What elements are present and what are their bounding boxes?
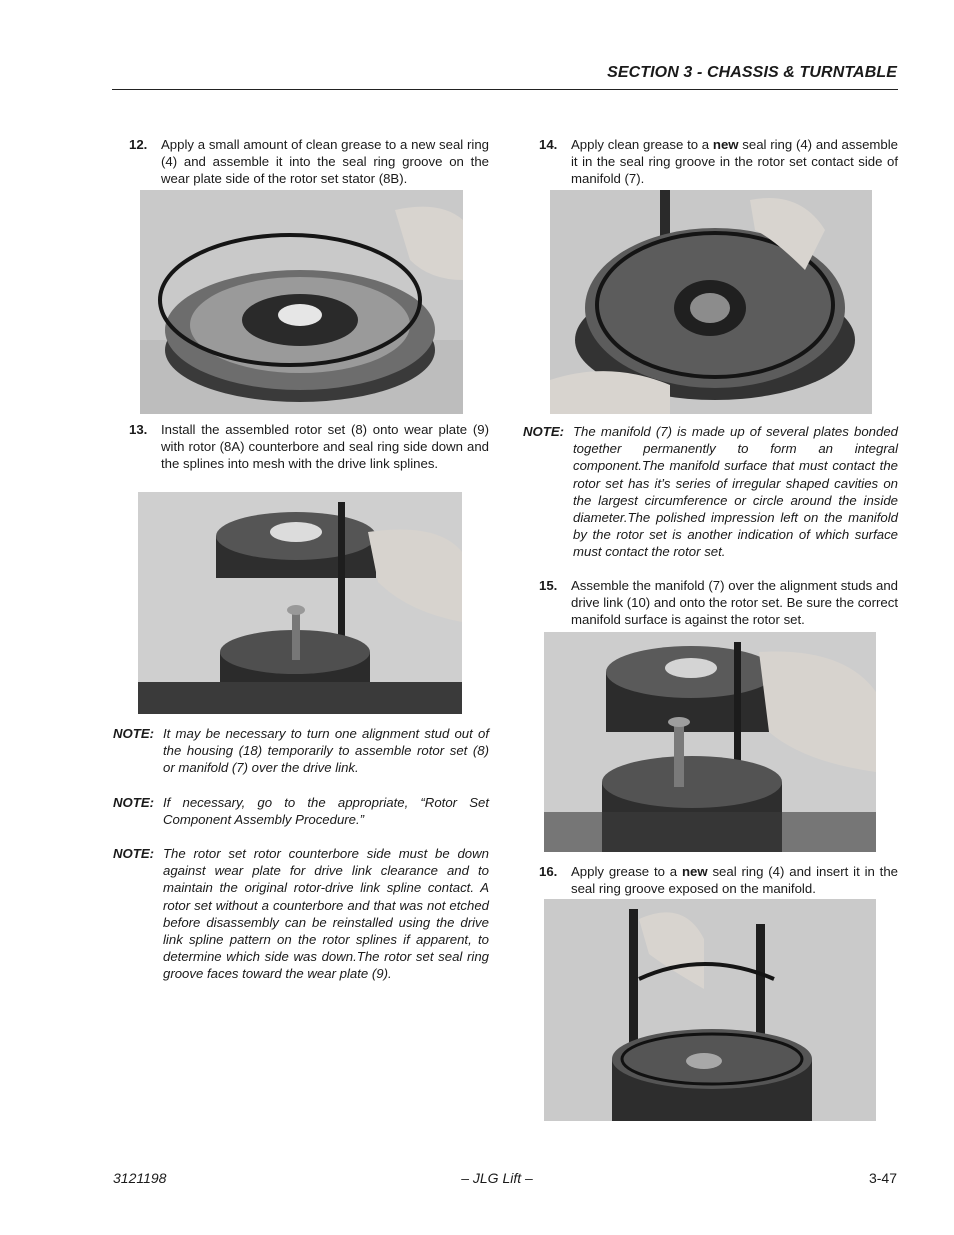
note-text: The manifold (7) is made up of several plates bonded together permanently to form an integral component.The manifold surface that must contact the rotor set has it’s series of irregular shaped cavities on the largest circumference or circle around the inside diameter.The polished impression left on the manifold by the rotor set is another indication of which surface must contact the rotor set. bbox=[573, 424, 898, 560]
header-divider bbox=[112, 89, 898, 90]
note-alignment-stud bbox=[113, 725, 489, 779]
rotor-set-install-photo bbox=[138, 492, 462, 714]
note-manifold bbox=[523, 423, 898, 563]
step-12 bbox=[129, 136, 489, 190]
step-text: Assemble the manifold (7) over the alignment studs and drive link (10) and onto the rotor set. Be sure the correct manifold surface is against the rotor set. bbox=[571, 578, 898, 628]
step-14 bbox=[539, 136, 898, 190]
step-number: 15. bbox=[539, 578, 558, 593]
note-label: NOTE: bbox=[113, 795, 155, 810]
section-title: SECTION 3 - CHASSIS & TURNTABLE bbox=[607, 64, 897, 81]
step-number: 13. bbox=[129, 422, 148, 437]
manifold-assembly-photo bbox=[544, 632, 876, 852]
document-number: 3121198 bbox=[113, 1170, 167, 1186]
step-13 bbox=[129, 421, 489, 491]
manifold-seal-ring-insert-photo bbox=[544, 899, 876, 1121]
step-number: 16. bbox=[539, 864, 558, 879]
emphasis-new: new bbox=[681, 864, 708, 879]
note-rotor-set-procedure bbox=[113, 794, 489, 830]
note-text: The rotor set rotor counterbore side must be down against wear plate for drive link clearance and to maintain the original rotor-drive link spline contact. A rotor set without a counterbore and that was not etched before disassembly can be reinstalled using the drive link spline pattern on the rotor splines if apparent, to determine which side was down.The rotor set seal ring groove faces toward the wear plate (9). bbox=[163, 846, 489, 982]
note-text: If necessary, go to the appropriate, “Rotor Set Component Assembly Procedure.” bbox=[163, 795, 489, 828]
step-number: 12. bbox=[129, 137, 148, 152]
note-counterbore bbox=[113, 845, 489, 1005]
step-text: Apply clean grease to a new seal ring (4) and assemble it in the seal ring groove in the rotor set contact side of manifold (7). bbox=[571, 137, 898, 187]
step-number: 14. bbox=[539, 137, 558, 152]
note-label: NOTE: bbox=[113, 846, 155, 861]
page-number: 3-47 bbox=[868, 1170, 897, 1186]
step-16 bbox=[539, 863, 898, 899]
step-text: Install the assembled rotor set (8) onto wear plate (9) with rotor (8A) counterbore and seal ring side down and the splines into mesh with the drive link splines. bbox=[161, 422, 489, 472]
note-text: It may be necessary to turn one alignment stud out of the housing (18) temporarily to assemble rotor set (8) or manifold (7) over the drive link. bbox=[163, 726, 489, 776]
footer-brand: – JLG Lift – bbox=[461, 1170, 533, 1186]
rotor-set-seal-ring-photo bbox=[140, 190, 463, 414]
note-label: NOTE: bbox=[113, 726, 155, 741]
step-text: Apply a small amount of clean grease to a new seal ring (4) and assemble it into the seal ring groove on the wear plate side of the rotor set stator (8B). bbox=[161, 137, 489, 187]
emphasis-new: new bbox=[712, 137, 739, 152]
step-15 bbox=[539, 577, 898, 631]
note-label: NOTE: bbox=[523, 424, 565, 439]
manifold-seal-ring-photo bbox=[550, 190, 872, 414]
step-text: Apply grease to a new seal ring (4) and insert it in the seal ring groove exposed on the manifold. bbox=[571, 864, 898, 897]
